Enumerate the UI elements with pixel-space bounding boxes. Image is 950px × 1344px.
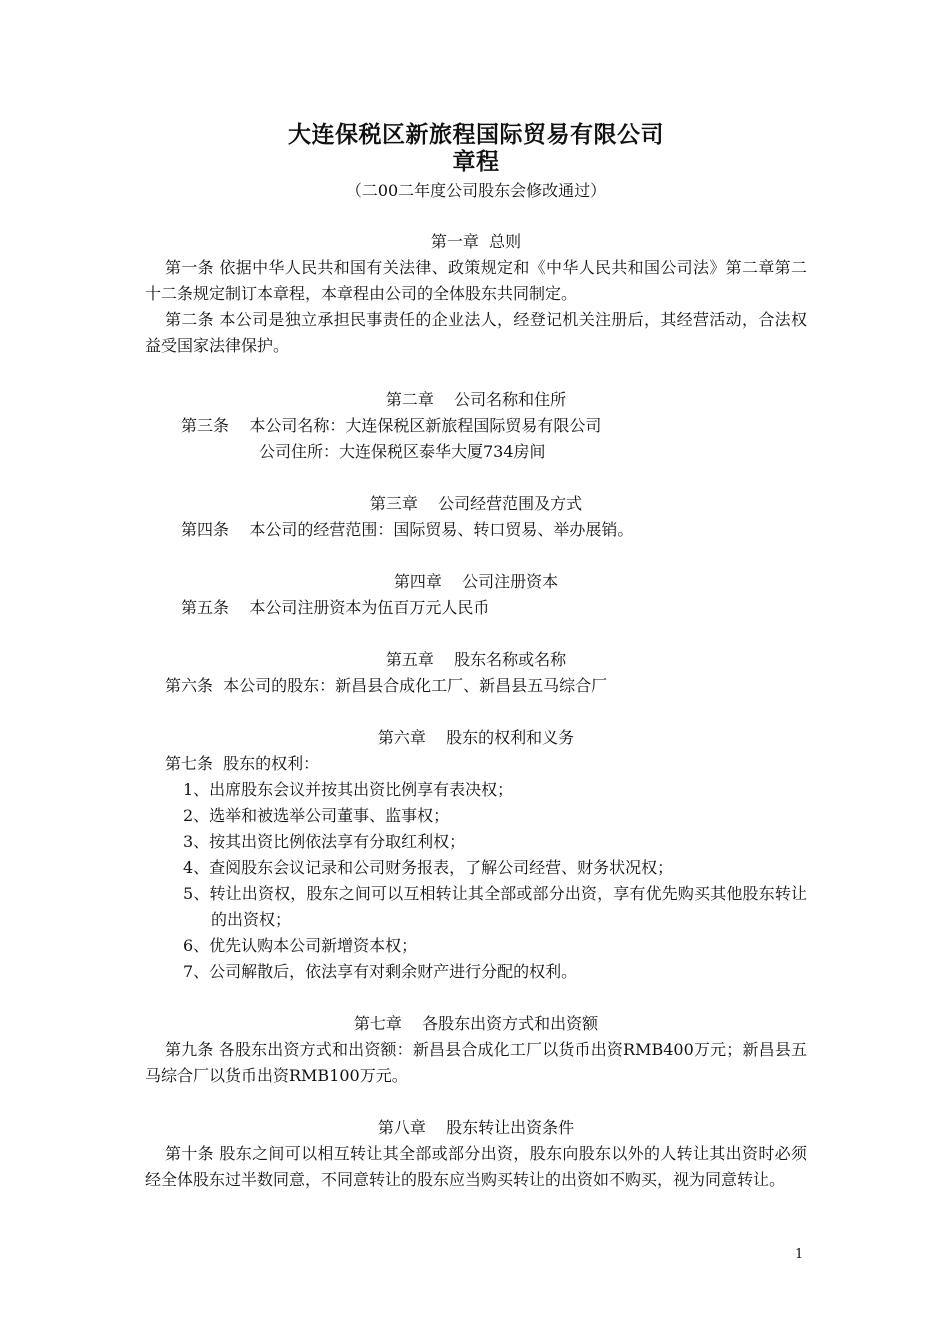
article-9: 第九条 各股东出资方式和出资额：新昌县合成化工厂以货币出资RMB400万元；新昌县五马综合厂以货币出资RMB100万元。 [145, 1040, 807, 1085]
document-title: 大连保税区新旅程国际贸易有限公司 [288, 122, 664, 148]
rights-list-item: 4、查阅股东会议记录和公司财务报表，了解公司经营、财务状况权； [183, 858, 674, 877]
rights-list-item: 2、选举和被选举公司董事、监事权； [183, 806, 450, 825]
chapter-3-title: 第三章 公司经营范围及方式 [369, 494, 583, 513]
rights-list-item: 1、出席股东会议并按其出资比例享有表决权； [183, 780, 514, 799]
spacer [145, 699, 807, 725]
article-10: 第十条 股东之间可以相互转让其全部或部分出资，股东向股东以外的人转让其出资时必须经全体股东过半数同意，不同意转让的股东应当购买转让的出资如不购买，视为同意转让。 [145, 1144, 807, 1189]
article-3-company-name: 第三条 本公司名称：大连保税区新旅程国际贸易有限公司 [181, 416, 602, 435]
chapter-2-title: 第二章 公司名称和住所 [385, 390, 567, 409]
chapter-5-title: 第五章 股东名称或名称 [385, 650, 567, 669]
rights-list-item: 5、转让出资权，股东之间可以互相转让其全部或部分出资，享有优先购买其他股东转让的出资权； [183, 884, 807, 929]
spacer [145, 203, 807, 229]
article-7: 第七条 股东的权利： [165, 754, 320, 773]
spacer [145, 985, 807, 1011]
article-4: 第四条 本公司的经营范围：国际贸易、转口贸易、举办展销。 [181, 520, 634, 539]
document-page [145, 122, 807, 1193]
spacer [145, 543, 807, 569]
chapter-1-title: 第一章 总则 [430, 232, 522, 251]
rights-list-item: 6、优先认购本公司新增资本权； [183, 936, 418, 955]
article-2: 第二条 本公司是独立承担民事责任的企业法人，经登记机关注册后，其经营活动，合法权益受国家法律保护。 [145, 310, 807, 355]
spacer [145, 621, 807, 647]
spacer [145, 1089, 807, 1115]
page-number: 1 [795, 1247, 804, 1262]
spacer [145, 359, 807, 387]
rights-list-item: 3、按其出资比例依法享有分取红利权； [183, 832, 466, 851]
chapter-7-title: 第七章 各股东出资方式和出资额 [353, 1014, 599, 1033]
article-3-company-address: 公司住所：大连保税区泰华大厦734房间 [259, 442, 546, 461]
chapter-4-title: 第四章 公司注册资本 [393, 572, 559, 591]
rights-list-item: 7、公司解散后，依法享有对剩余财产进行分配的权利。 [183, 962, 578, 981]
article-5: 第五条 本公司注册资本为伍百万元人民币 [181, 598, 490, 617]
article-6: 第六条 本公司的股东：新昌县合成化工厂、新昌县五马综合厂 [165, 676, 608, 695]
article-1: 第一条 依据中华人民共和国有关法律、政策规定和《中华人民共和国公司法》第二章第二十二条规定制订本章程，本章程由公司的全体股东共同制定。 [145, 258, 807, 303]
document-title-charter: 章程 [452, 149, 500, 175]
document-subtitle: （二00二年度公司股东会修改通过） [345, 181, 607, 200]
chapter-6-title: 第六章 股东的权利和义务 [377, 728, 575, 747]
chapter-8-title: 第八章 股东转让出资条件 [377, 1118, 575, 1137]
spacer [145, 465, 807, 491]
